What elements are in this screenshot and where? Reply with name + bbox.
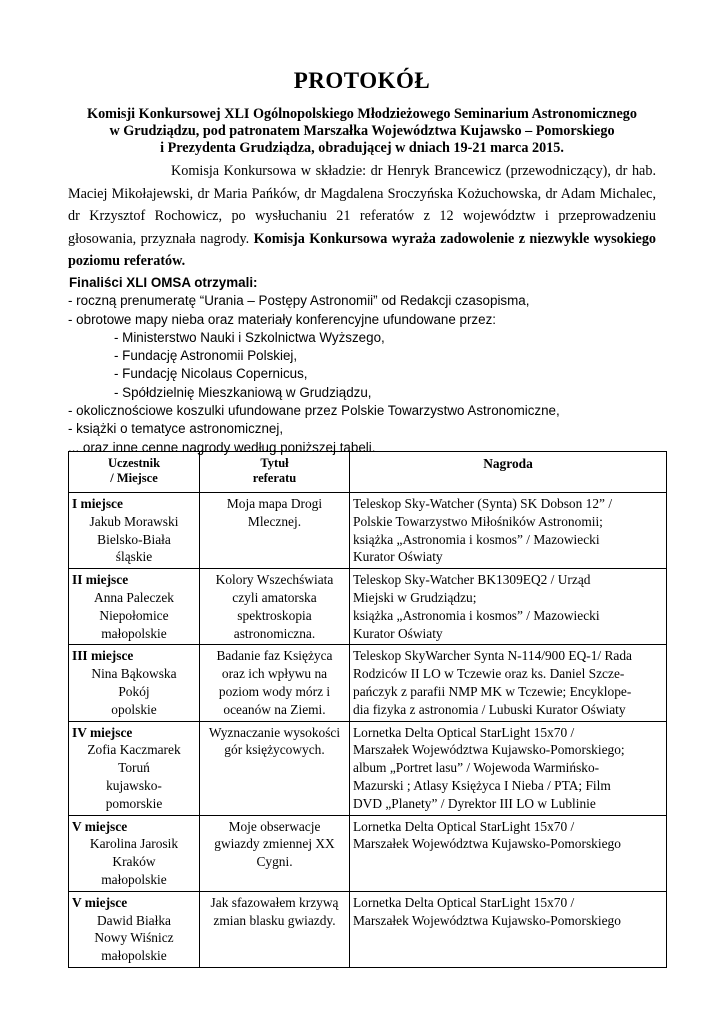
intro-paragraph [68, 160, 656, 273]
subtitle-line-2: w Grudziądzu, pod patronatem Marszałka Województwa Kujawsko – Pomorskiego [109, 123, 615, 139]
title-line: Jak sfazowałem krzywą [210, 894, 339, 910]
title-line: Moje obserwacje [228, 818, 321, 834]
participant-line: Anna Paleczek [94, 589, 174, 605]
table-row [69, 721, 667, 815]
place-label: V miejsce [72, 818, 128, 834]
participant-line: Kraków [112, 854, 156, 870]
funder-item: - Fundację Astronomii Polskiej, [114, 348, 298, 364]
participant-line: śląskie [115, 549, 153, 565]
title-line: poziom wody mórz i [218, 683, 331, 699]
prize-line: Kurator Oświaty [353, 625, 443, 641]
prize-line: książka „Astronomia i kosmos” / Mazowiecki [353, 531, 600, 547]
title-line: czyli amatorska [232, 589, 317, 605]
prize-line: Miejski w Grudziądzu; [353, 589, 477, 605]
table-row [69, 815, 667, 891]
prize-line: dia fizyka z astronomia / Lubuski Kurator Oświaty [353, 701, 626, 717]
prize-line: Teleskop Sky-Watcher (Synta) SK Dobson 12” / [353, 496, 613, 511]
prize-cell [350, 721, 667, 815]
prize-line: Mazurski ; Atlasy Księżyca I Nieba / PTA; Film [353, 777, 611, 793]
participant-cell [69, 493, 200, 569]
subtitle-line-3 [40, 140, 684, 157]
prize-line: Kurator Oświaty [353, 549, 443, 565]
table-row [69, 645, 667, 721]
table-row [69, 891, 667, 967]
prize-line: Lornetka Delta Optical StarLight 15x70 / [353, 894, 575, 910]
prize-line: Marszałek Województwa Kujawsko-Pomorskiego [353, 836, 621, 852]
title-line: Cygni. [256, 854, 293, 870]
participant-cell [69, 569, 200, 645]
prize-line: Rodziców II LO w Tczewie oraz ks. Daniel Szcze- [353, 666, 625, 682]
prize-line: Teleskop Sky-Watcher BK1309EQ2 / Urząd [353, 572, 591, 588]
subtitle-line-3a: i Prezydenta Grudziądza, [160, 140, 319, 156]
funder-item: - Fundację Nicolaus Copernicus, [114, 366, 308, 382]
title-line: Mlecznej. [247, 513, 302, 529]
funder-item: - Spółdzielnię Mieszkaniową w Grudziądzu, [114, 384, 372, 400]
title-line: gwiazdy zmiennej XX [214, 836, 335, 852]
header-title-line2: referatu [252, 471, 297, 485]
title-line: oraz ich wpływu na [221, 666, 328, 682]
title-cell [200, 569, 350, 645]
header-participant-line1: Uczestnik [107, 456, 161, 470]
prize-line: pańczyk z parafii NMP MK w Tczewie; Encyklope- [353, 683, 632, 699]
prize-line: DVD „Planety” / Dyrektor III LO w Lublinie [353, 795, 596, 811]
intro-bold-text: Komisja Konkursowa wyraża zadowolenie z niezwykle wysokiego poziomu referatów. [68, 230, 657, 269]
prize-cell [350, 493, 667, 569]
title-cell [200, 645, 350, 721]
prize-cell [350, 645, 667, 721]
header-participant [69, 452, 200, 493]
subtitle-line-1: Komisji Konkursowej XLI Ogólnopolskiego Młodzieżowego Seminarium Astronomicznego [87, 106, 637, 122]
participant-line: małopolskie [101, 948, 167, 964]
participant-cell [69, 815, 200, 891]
finalists-line: - obrotowe mapy nieba oraz materiały konferencyjne ufundowane przez: [68, 311, 496, 327]
title-cell [200, 721, 350, 815]
finalists-line: ... oraz inne cenne nagrody według poniższej tabeli. [68, 439, 376, 455]
title-line: oceanów na Ziemi. [223, 701, 326, 717]
participant-line: Toruń [118, 760, 150, 776]
title-line: Moja mapa Drogi [226, 496, 323, 511]
place-label: I miejsce [72, 496, 123, 511]
prize-cell [350, 815, 667, 891]
title-line: Wyznaczanie wysokości [208, 724, 341, 740]
title-cell [200, 815, 350, 891]
header-prize: Nagroda [350, 452, 667, 493]
title-line: Badanie faz Księżyca [216, 648, 333, 664]
document-title: PROTOKÓŁ [293, 68, 431, 93]
place-label: III miejsce [72, 648, 134, 664]
participant-line: Nina Bąkowska [91, 666, 177, 682]
table-row [69, 569, 667, 645]
prize-line: Lornetka Delta Optical StarLight 15x70 / [353, 818, 575, 834]
participant-line: Niepołomice [99, 607, 169, 623]
participant-line: kujawsko- [106, 777, 162, 793]
place-label: IV miejsce [72, 724, 133, 740]
prize-line: Marszałek Województwa Kujawsko-Pomorskiego; [353, 742, 625, 758]
title-line: Kolory Wszechświata [215, 572, 334, 588]
participant-cell [69, 891, 200, 967]
prize-cell [350, 569, 667, 645]
finalists-line: - książki o tematyce astronomicznej, [68, 421, 284, 437]
finalists-line: - okolicznościowe koszulki ufundowane przez Polskie Towarzystwo Astronomiczne, [68, 403, 560, 419]
document-subtitle [40, 106, 684, 157]
prize-line: Teleskop SkyWarcher Synta N-114/900 EQ-1/ Rada [353, 648, 632, 664]
title-line: spektroskopia [237, 607, 312, 623]
intro-text: Komisja Konkursowa w składzie: dr Henryk Brancewicz (przewodniczący), dr hab. Maciej Mikołajewski, dr Maria Pańków, dr Magdalena Sroczyńska Kożuchowska, dr Adam Michalec, dr Krzysztof Rochowicz, po wysłuchaniu 21 referatów z 12 województw i przeprowadzeniu głosowania, przyznała nagrody. [68, 163, 656, 247]
participant-line: opolskie [111, 701, 157, 717]
title-cell [200, 493, 350, 569]
title-line: gór księżycowych. [224, 742, 325, 758]
header-participant-line2: / Miejsce [110, 471, 158, 485]
finalists-section [68, 274, 668, 457]
place-label: V miejsce [72, 894, 128, 910]
participant-cell [69, 645, 200, 721]
participant-line: Dawid Białka [96, 912, 171, 928]
participant-line: małopolskie [101, 625, 167, 641]
participant-line: pomorskie [105, 795, 163, 811]
participant-line: małopolskie [101, 871, 167, 887]
participant-line: Jakub Morawski [89, 513, 179, 529]
prize-line: Lornetka Delta Optical StarLight 15x70 / [353, 724, 575, 740]
header-title [200, 452, 350, 493]
participant-line: Karolina Jarosik [89, 836, 179, 852]
table-header-row [69, 452, 667, 493]
participant-line: Bielsko-Biała [97, 531, 171, 547]
finalists-header: Finaliści XLI OMSA otrzymali: [69, 275, 258, 290]
prize-cell [350, 891, 667, 967]
participant-cell [69, 721, 200, 815]
place-label: II miejsce [72, 572, 129, 588]
finalists-line: - roczną prenumeratę “Urania – Postępy Astronomii” od Redakcji czasopisma, [68, 293, 530, 309]
prize-line: album „Portret lasu” / Wojewoda Warmińsko- [353, 760, 600, 776]
header-title-line1: Tytuł [260, 456, 289, 470]
participant-line: Zofia Kaczmarek [87, 742, 181, 758]
table-row [69, 493, 667, 569]
subtitle-line-3b: obradującej w dniach 19-21 marca 2015. [318, 140, 564, 156]
title-line: astronomiczna. [233, 625, 316, 641]
prize-line: książka „Astronomia i kosmos” / Mazowiecki [353, 607, 600, 623]
title-line: zmian blasku gwiazdy. [213, 912, 336, 928]
prize-line: Polskie Towarzystwo Miłośników Astronomii; [353, 513, 603, 529]
participant-line: Pokój [118, 683, 150, 699]
prize-line: Marszałek Województwa Kujawsko-Pomorskiego [353, 912, 621, 928]
funder-item: - Ministerstwo Nauki i Szkolnictwa Wyższego, [114, 329, 385, 345]
awards-table [68, 451, 667, 968]
participant-line: Nowy Wiśnicz [94, 930, 174, 946]
title-cell [200, 891, 350, 967]
